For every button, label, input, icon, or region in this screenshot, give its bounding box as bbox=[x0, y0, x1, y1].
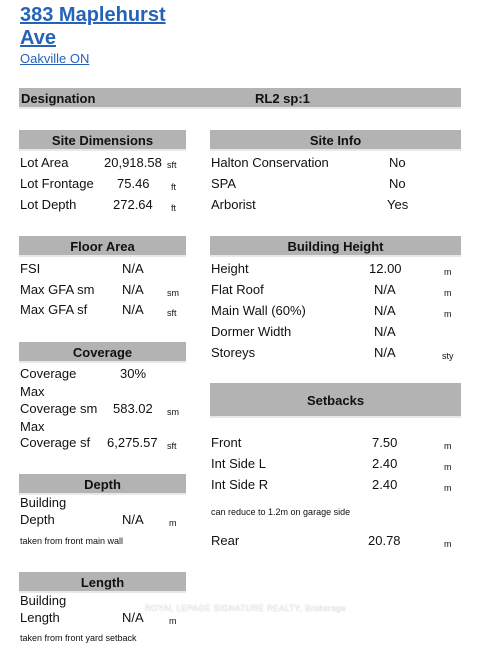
lot-depth-label: Lot Depth bbox=[20, 197, 77, 212]
max-gfa-sm-value: N/A bbox=[122, 282, 144, 297]
coverage-value: 30% bbox=[120, 366, 147, 381]
building-depth-label-top: Building bbox=[20, 495, 67, 510]
max-coverage-sm-value: 583.02 bbox=[113, 401, 153, 416]
max-coverage-sf-unit: sft bbox=[167, 441, 177, 451]
dormer-width-label: Dormer Width bbox=[211, 324, 292, 339]
max-gfa-sf-label: Max GFA sf bbox=[20, 302, 88, 317]
site-info-header: Site Info bbox=[210, 130, 461, 151]
setbacks-note: can reduce to 1.2m on garage side bbox=[211, 507, 351, 517]
building-length-label: Length bbox=[20, 610, 60, 625]
lot-frontage-unit: ft bbox=[171, 182, 177, 192]
site-dimensions-header: Site Dimensions bbox=[19, 130, 186, 151]
lot-depth-value: 272.64 bbox=[113, 197, 153, 212]
max-coverage-sm-label: Coverage sm bbox=[20, 401, 98, 416]
front-setback-unit: m bbox=[444, 441, 452, 451]
lot-area-unit: sft bbox=[167, 160, 177, 170]
designation-label: Designation bbox=[21, 91, 96, 106]
building-height-header: Building Height bbox=[210, 236, 461, 257]
flat-roof-unit: m bbox=[444, 288, 452, 298]
fsi-label: FSI bbox=[20, 261, 41, 276]
designation-value: RL2 sp:1 bbox=[255, 91, 310, 106]
building-depth-label: Depth bbox=[20, 512, 55, 527]
rear-setback-unit: m bbox=[444, 539, 452, 549]
floor-area-header: Floor Area bbox=[19, 236, 186, 257]
building-depth-unit: m bbox=[169, 518, 177, 528]
int-side-l-label: Int Side L bbox=[211, 456, 266, 471]
main-wall-unit: m bbox=[444, 309, 452, 319]
fsi-value: N/A bbox=[122, 261, 144, 276]
spa-label: SPA bbox=[211, 176, 237, 191]
dormer-width-value: N/A bbox=[374, 324, 396, 339]
rear-setback-value: 20.78 bbox=[368, 533, 401, 548]
depth-note: taken from front main wall bbox=[20, 536, 124, 546]
building-depth-value: N/A bbox=[122, 512, 144, 527]
max-coverage-sf-value: 6,275.57 bbox=[107, 435, 158, 450]
front-setback-value: 7.50 bbox=[372, 435, 398, 450]
height-value: 12.00 bbox=[369, 261, 402, 276]
building-length-unit: m bbox=[169, 616, 177, 626]
max-coverage-sf-label-top: Max bbox=[20, 419, 45, 434]
length-header: Length bbox=[19, 572, 186, 593]
address-line-1[interactable]: 383 Maplehurst bbox=[20, 4, 166, 26]
length-note: taken from front yard setback bbox=[20, 633, 137, 643]
int-side-r-label: Int Side R bbox=[211, 477, 269, 492]
max-gfa-sm-label: Max GFA sm bbox=[20, 282, 95, 297]
max-coverage-sm-unit: sm bbox=[167, 407, 179, 417]
height-label: Height bbox=[211, 261, 249, 276]
setbacks-header: Setbacks bbox=[210, 383, 461, 418]
lot-frontage-value: 75.46 bbox=[117, 176, 150, 191]
main-wall-label: Main Wall (60%) bbox=[211, 303, 306, 318]
coverage-label: Coverage bbox=[20, 366, 77, 381]
coverage-header: Coverage bbox=[19, 342, 186, 363]
spa-value: No bbox=[389, 176, 406, 191]
building-length-label-top: Building bbox=[20, 593, 67, 608]
brokerage-watermark: ROYAL LEPAGE SIGNATURE REALTY, Brokerage bbox=[145, 604, 347, 613]
lot-area-value: 20,918.58 bbox=[104, 155, 162, 170]
depth-header: Depth bbox=[19, 474, 186, 495]
lot-area-label: Lot Area bbox=[20, 155, 69, 170]
address-line-2[interactable]: Ave bbox=[20, 27, 56, 49]
halton-conservation-label: Halton Conservation bbox=[211, 155, 329, 170]
city-link[interactable]: Oakville ON bbox=[20, 51, 90, 66]
int-side-r-unit: m bbox=[444, 483, 452, 493]
front-setback-label: Front bbox=[211, 435, 242, 450]
storeys-unit: sty bbox=[442, 351, 454, 361]
storeys-value: N/A bbox=[374, 345, 396, 360]
int-side-l-unit: m bbox=[444, 462, 452, 472]
lot-depth-unit: ft bbox=[171, 203, 177, 213]
flat-roof-value: N/A bbox=[374, 282, 396, 297]
building-length-value: N/A bbox=[122, 610, 144, 625]
max-gfa-sf-value: N/A bbox=[122, 302, 144, 317]
halton-conservation-value: No bbox=[389, 155, 406, 170]
max-gfa-sm-unit: sm bbox=[167, 288, 179, 298]
int-side-r-value: 2.40 bbox=[372, 477, 398, 492]
max-coverage-sf-label: Coverage sf bbox=[20, 435, 91, 450]
lot-frontage-label: Lot Frontage bbox=[20, 176, 94, 191]
int-side-l-value: 2.40 bbox=[372, 456, 398, 471]
height-unit: m bbox=[444, 267, 452, 277]
max-coverage-sm-label-top: Max bbox=[20, 384, 45, 399]
designation-bar bbox=[19, 88, 461, 109]
main-wall-value: N/A bbox=[374, 303, 396, 318]
rear-setback-label: Rear bbox=[211, 533, 240, 548]
flat-roof-label: Flat Roof bbox=[211, 282, 264, 297]
arborist-label: Arborist bbox=[211, 197, 256, 212]
storeys-label: Storeys bbox=[211, 345, 256, 360]
max-gfa-sf-unit: sft bbox=[167, 308, 177, 318]
arborist-value: Yes bbox=[387, 197, 409, 212]
